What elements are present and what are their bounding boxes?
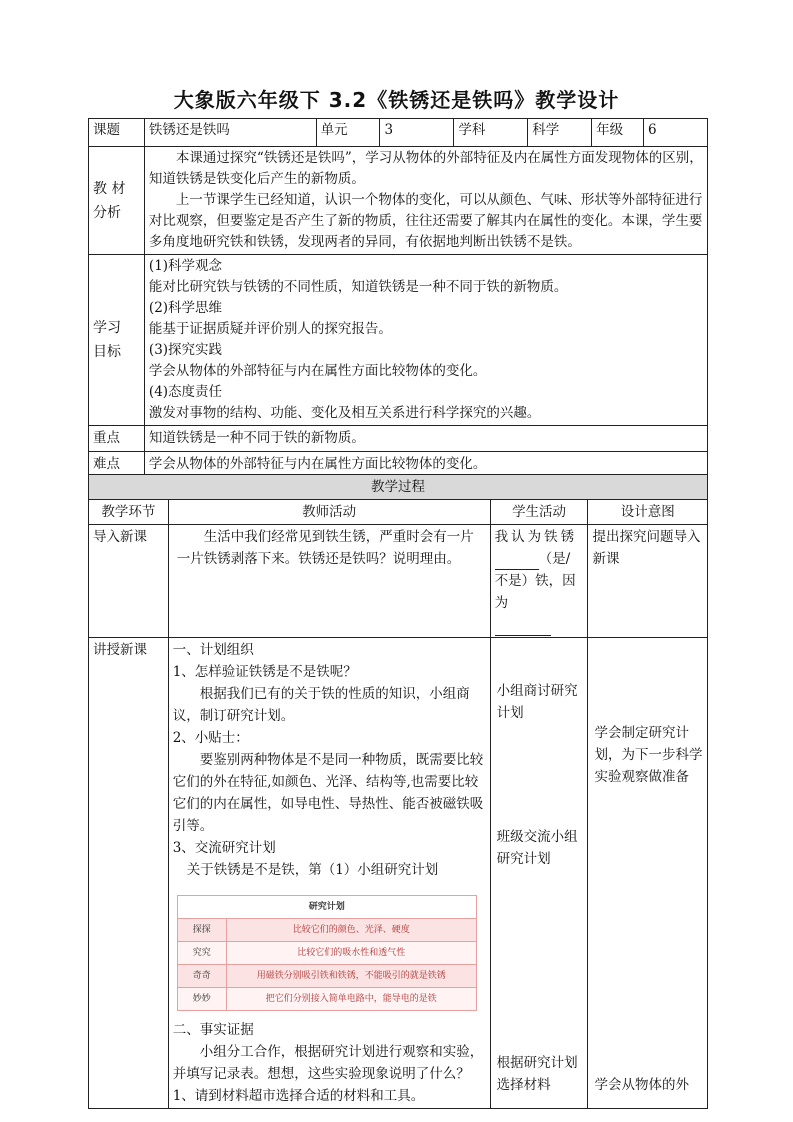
analysis-text — [144, 147, 707, 255]
unit-value: 3 — [380, 119, 454, 147]
paragraph-4: 小组分工合作，根据研究计划进行观察和实验，并填写记录表。想想，这些实验现象说明了什么？ — [172, 1044, 484, 1082]
col-intent: 设计意图 — [588, 500, 708, 525]
goal-line: 激发对事物的结构、功能、变化及相互关系进行科学探究的兴趣。 — [148, 405, 541, 421]
analysis-paragraph: 上一节课学生已经知道，认识一个物体的变化，可以从颜色、气味、形状等外部特征进行对比观察，但要鉴定是否产生了新的物质，往往还需要了解其内在属性的变化。本课，学生要多角度地研究铁和铁锈，发现两者的异同，有依据地判断出铁锈不是铁。 — [148, 192, 703, 250]
student-answer-line: 我认为铁锈 — [494, 529, 578, 545]
student-activity-3: 根据研究计划选择材料 — [496, 1055, 578, 1093]
goal-line: 能对比研究铁与铁锈的不同性质，知道铁锈是一种不同于铁的新物质。 — [148, 279, 568, 295]
intro-teacher: 生活中我们经常见到铁生锈，严重时会有一片一片铁锈剥落下来。铁锈还是铁吗？说明理由。 — [168, 525, 490, 638]
question-1: 1、怎样验证铁锈是不是铁呢？ — [172, 664, 357, 680]
teaching-process-table — [88, 474, 708, 1109]
col-teacher: 教师活动 — [168, 500, 490, 525]
plan-row-key: 究究 — [177, 942, 226, 965]
question-4: 1、请到材料超市选择合适的材料和工具。 — [172, 1088, 425, 1104]
difficulty-label: 难点 — [89, 452, 145, 478]
topic-value: 铁锈还是铁吗 — [144, 119, 316, 147]
goal-line: (2)科学思维 — [148, 300, 223, 316]
unit-label: 单元 — [316, 119, 380, 147]
page-title: 大象版六年级下 3.2《铁锈还是铁吗》教学设计 — [173, 88, 620, 112]
lecture-student — [490, 638, 588, 1109]
difficulty-text: 学会从物体的外部特征与内在属性方面比较物体的变化。 — [144, 452, 707, 478]
intro-student — [490, 525, 588, 638]
tips-heading: 2、小贴士： — [172, 730, 249, 746]
analysis-label: 教 材 分析 — [89, 147, 145, 255]
student-answer-text: （是/不是）铁，因为 — [494, 551, 576, 611]
analysis-paragraph: 本课通过探究“铁锈还是铁吗”，学习从物体的外部特征及内在属性方面发现物体的区别，知道铁锈是铁变化后产生的新物质。 — [148, 150, 703, 187]
student-activity-2: 班级交流小组研究计划 — [496, 829, 578, 867]
subject-label: 学科 — [454, 119, 528, 147]
intro-intent: 提出探究问题导入新课 — [588, 525, 708, 638]
grade-value: 6 — [644, 119, 708, 147]
goal-line: (4)态度责任 — [148, 384, 223, 400]
plan-row-key: 探探 — [177, 919, 226, 942]
goals-label: 学习 目标 — [89, 255, 145, 426]
paragraph-3: 关于铁锈是不是铁，第（1）小组研究计划 — [186, 862, 439, 878]
lecture-intent — [588, 638, 708, 1109]
plan-title: 研究计划 — [177, 896, 476, 919]
goals-text — [144, 255, 707, 426]
student-answer-blank — [495, 548, 584, 614]
plan-row-value: 比较它们的颜色、光泽、硬度 — [226, 919, 476, 942]
grade-label: 年级 — [592, 119, 644, 147]
research-plan-table — [177, 895, 477, 1011]
key-point-text: 知道铁锈是一种不同于铁的新物质。 — [144, 426, 707, 452]
goal-line: (3)探究实践 — [148, 342, 223, 358]
student-activity-1: 小组商讨研究计划 — [496, 683, 578, 721]
plan-row-value: 把它们分别接入简单电路中，能导电的是铁 — [226, 988, 476, 1011]
intent-1: 学会制定研究计划，为下一步科学实验观察做准备 — [594, 725, 703, 785]
topic-label: 课题 — [89, 119, 145, 147]
col-stage: 教学环节 — [89, 500, 169, 525]
goal-line: 学会从物体的外部特征与内在属性方面比较物体的变化。 — [148, 363, 487, 379]
intent-2: 学会从物体的外 — [594, 1077, 689, 1093]
plan-row-value: 用磁铁分别吸引铁和铁锈，不能吸引的就是铁锈 — [226, 965, 476, 988]
intro-stage: 导入新课 — [89, 525, 169, 638]
student-reason-blank — [495, 614, 584, 636]
goal-line: 能基于证据质疑并评价别人的探究报告。 — [148, 321, 392, 337]
col-student: 学生活动 — [490, 500, 588, 525]
course-info-table — [88, 118, 708, 478]
process-header: 教学过程 — [89, 475, 708, 500]
plan-row-value: 比较它们的吸水性和透气性 — [226, 942, 476, 965]
question-3: 3、交流研究计划 — [172, 840, 276, 856]
plan-row-key: 奇奇 — [177, 965, 226, 988]
section-plan-heading: 一、计划组织 — [172, 642, 254, 658]
goal-line: (1)科学观念 — [148, 258, 223, 274]
tips-paragraph: 要鉴别两种物体是不是同一种物质，既需要比较它们的外在特征,如颜色、光泽、结构等,也需要比较它们的内在属性，如导电性、导热性、能否被磁铁吸引等。 — [172, 752, 484, 834]
subject-value: 科学 — [528, 119, 592, 147]
plan-row-key: 妙妙 — [177, 988, 226, 1011]
lecture-stage: 讲授新课 — [89, 638, 169, 1109]
paragraph-1: 根据我们已有的关于铁的性质的知识，小组商议，制订研究计划。 — [172, 686, 470, 724]
lecture-teacher — [168, 638, 490, 1109]
section-evidence-heading: 二、事实证据 — [172, 1022, 254, 1038]
key-point-label: 重点 — [89, 426, 145, 452]
